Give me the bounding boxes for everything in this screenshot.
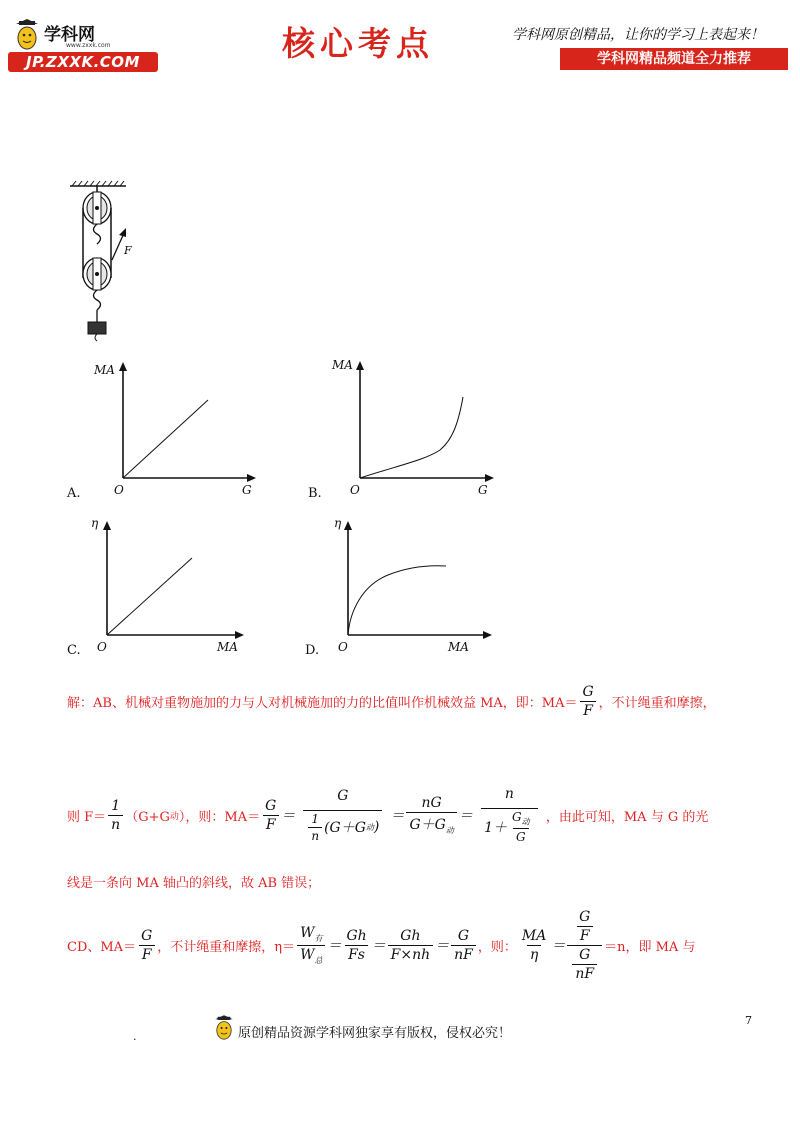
logo-text: 学科网 (44, 25, 95, 45)
graph-c-xlabel: MA (217, 640, 238, 654)
graph-b (330, 355, 500, 498)
fraction-w-useful-over-w-total: $\frac{W_有}{W_总}$ (297, 925, 325, 966)
fraction-gh-over-fnh: $\frac{Gh}{F\times nh}$ (388, 928, 433, 963)
recommend-bar: 学科网精品频道全力推荐 (560, 48, 788, 70)
footer-dot: . (133, 1030, 137, 1043)
fraction-ma-over-eta: $\frac{MA}{\eta}$ (521, 927, 547, 963)
fraction-g-over-f: $\frac{G}{F}$ (579, 684, 596, 719)
graph-a-xlabel: G (242, 483, 252, 497)
graph-b-xlabel: G (478, 483, 488, 497)
graph-b-ylabel: MA (332, 358, 353, 372)
logo-url: www.zxxk.com (66, 42, 111, 49)
page-number: 7 (745, 1014, 752, 1027)
fraction-gh-over-fs: $\frac{Gh}{Fs}$ (346, 927, 367, 963)
graph-a (90, 358, 260, 498)
header-logo[interactable] (8, 14, 158, 74)
option-a-label: A. (67, 486, 81, 501)
graph-d-ylabel: η (334, 516, 342, 530)
graph-a-origin: O (114, 483, 124, 497)
graph-c-ylabel: η (91, 516, 99, 530)
option-d-label: D. (305, 643, 320, 658)
solution-line-4: CD、MA＝ $\frac{G}{F}$ ，不计绳重和摩擦，η＝ $\frac{W_有}{W_总}$ ＝ $\frac{Gh}{Fs}$ ＝ $\frac{Gh}{F\times nh}$ ＝ $\frac{G}{nF}$ ，则： $\frac{MA}{\eta}$ ＝ $\frac{\frac{G}{F}}{\frac{G}{nF}}$ ＝n，即 MA 与 (67, 908, 696, 982)
fraction-n-over-one-plus: n 1＋ $\frac{G_动}{G}$ (475, 786, 544, 844)
force-label: F (124, 244, 132, 257)
fraction-g-over-sum: G $\frac{1}{n}$ (G＋G 动 ) (297, 788, 388, 843)
mascot-icon (12, 18, 42, 52)
mascot-icon (212, 1014, 236, 1042)
copyright-notice: 原创精品资源学科网独家享有版权，侵权必究！ (238, 1026, 512, 1041)
solution-line-1-text: 解：AB、机械对重物施加的力与人对机械施加的力的比值叫作机械效益 MA，即：MA＝ (67, 695, 578, 711)
logo-bar: JP.ZXXK.COM (8, 52, 158, 72)
page-title: 核心考点 (282, 24, 434, 63)
graph-c-origin: O (97, 640, 107, 654)
solution-line-3: 线是一条向 MA 轴凸的斜线，故 AB 错误； (67, 876, 321, 891)
fraction-ng-over-sum: $\frac{nG}{G+G_动}$ (406, 795, 456, 836)
slogan: 学科网原创精品，让你的学习上表起来！ (512, 27, 764, 43)
graph-b-origin: O (350, 483, 360, 497)
graph-d (328, 515, 498, 655)
solution-line-2: 则 F＝ $\frac{1}{n}$ （G+G 动 ），则：MA＝ $\frac{G}{F}$ ＝ G $\frac{1}{n}$ (G＋G 动 ) ＝ $\frac{nG}{G+G_动}$ ＝ n 1＋ $\frac{G_动}{G}$ ，由此可知，MA 与 G 的光 (67, 785, 709, 845)
fraction-g-over-nf: $\frac{G}{nF}$ (451, 928, 476, 963)
graph-d-origin: O (338, 640, 348, 654)
option-b-label: B. (308, 486, 322, 501)
fraction-one-over-n: $\frac{1}{n}$ (108, 798, 123, 833)
solution-line-1-tail: ，不计绳重和摩擦， (598, 695, 716, 711)
graph-a-ylabel: MA (94, 363, 115, 377)
graph-c (85, 515, 250, 655)
fraction-nested: $\frac{\frac{G}{F}}{\frac{G}{nF}}$ (567, 909, 602, 982)
solution-line-1 (67, 676, 716, 726)
pulley-figure (60, 178, 150, 344)
option-c-label: C. (67, 643, 81, 658)
fraction-g-over-f-3: $\frac{G}{F}$ (138, 928, 155, 963)
graph-d-xlabel: MA (448, 640, 469, 654)
fraction-g-over-f-2: $\frac{G}{F}$ (262, 798, 279, 833)
